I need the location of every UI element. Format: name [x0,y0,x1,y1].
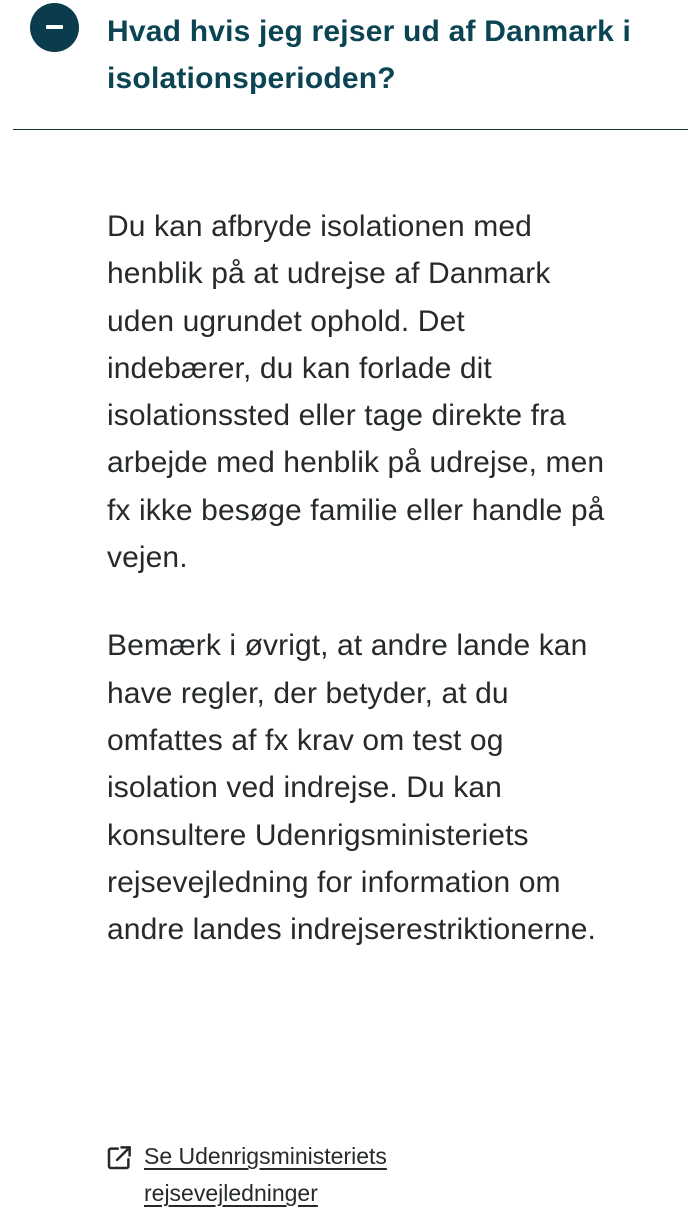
accordion-header[interactable] [0,0,700,130]
travel-advice-link-label[interactable]: Se Udenrigsministeriets rejsevejledninger [144,1143,387,1206]
travel-advice-link[interactable] [104,1138,524,1212]
collapse-button[interactable] [30,3,79,52]
external-link-icon [104,1143,134,1173]
divider [13,129,688,130]
accordion-answer [107,203,607,953]
answer-paragraph: Bemærk i øvrigt, at andre lande kan have regler, der betyder, at du omfattes af fx krav om test og isolation ved indrejse. Du kan konsultere Udenrigsministeriets rejsevejledning for information om andre landes indrejserestriktionerne. [107,629,596,947]
minus-icon [46,25,63,29]
answer-paragraph: Du kan afbryde isolationen med henblik på at udrejse af Danmark uden ugrundet ophold. Det indebærer, du kan forlade dit isolationssted eller tage direkte fra arbejde med henblik på udrejse, men fx ikke besøge familie eller handle på vejen. [107,210,605,575]
accordion-question-title[interactable]: Hvad hvis jeg rejser ud af Danmark i isolationsperioden? [107,15,632,95]
